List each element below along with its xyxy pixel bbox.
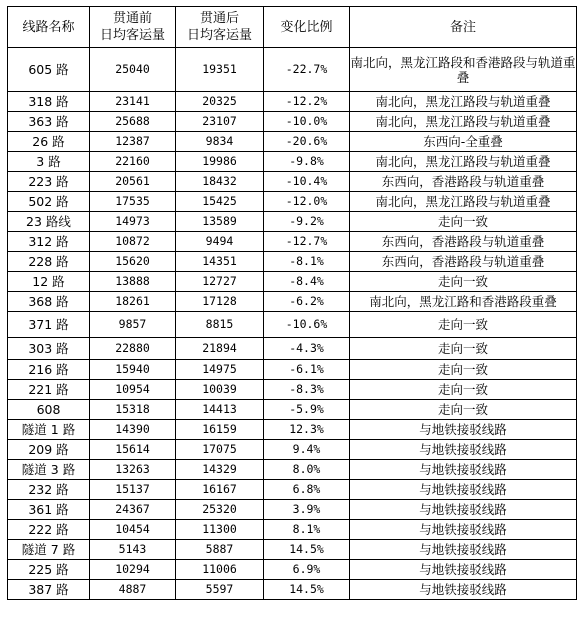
route-cell: 隧道 3 路 <box>8 460 90 480</box>
before-cell: 23141 <box>90 92 176 112</box>
note-cell: 走向一致 <box>350 312 577 338</box>
change-cell: -10.6% <box>264 312 350 338</box>
after-cell: 23107 <box>176 112 264 132</box>
route-cell: 12 路 <box>8 272 90 292</box>
note-cell: 东西向，香港路段与轨道重叠 <box>350 232 577 252</box>
header-before: 贯通前 日均客运量 <box>90 7 176 48</box>
table-row <box>8 212 577 232</box>
before-cell: 4887 <box>90 580 176 600</box>
before-cell: 15940 <box>90 360 176 380</box>
note-cell: 走向一致 <box>350 272 577 292</box>
route-cell: 318 路 <box>8 92 90 112</box>
after-cell: 9494 <box>176 232 264 252</box>
note-cell: 与地铁接驳线路 <box>350 440 577 460</box>
change-cell: -10.0% <box>264 112 350 132</box>
note-cell: 与地铁接驳线路 <box>350 480 577 500</box>
before-cell: 24367 <box>90 500 176 520</box>
table-body <box>8 48 577 600</box>
before-cell: 15318 <box>90 400 176 420</box>
table-row <box>8 112 577 132</box>
after-cell: 10039 <box>176 380 264 400</box>
note-cell: 与地铁接驳线路 <box>350 460 577 480</box>
before-cell: 10454 <box>90 520 176 540</box>
table-row <box>8 440 577 460</box>
before-cell: 10954 <box>90 380 176 400</box>
change-cell: 3.9% <box>264 500 350 520</box>
route-cell: 216 路 <box>8 360 90 380</box>
table-row <box>8 172 577 192</box>
note-cell: 走向一致 <box>350 360 577 380</box>
after-cell: 14329 <box>176 460 264 480</box>
before-cell: 15614 <box>90 440 176 460</box>
after-cell: 19986 <box>176 152 264 172</box>
after-cell: 11300 <box>176 520 264 540</box>
table-row <box>8 580 577 600</box>
header-after: 贯通后 日均客运量 <box>176 7 264 48</box>
ridership-table <box>7 6 577 600</box>
table-row <box>8 400 577 420</box>
change-cell: 14.5% <box>264 540 350 560</box>
note-cell: 与地铁接驳线路 <box>350 520 577 540</box>
table-row <box>8 338 577 360</box>
before-cell: 13888 <box>90 272 176 292</box>
note-cell: 南北向，黑龙江路段与轨道重叠 <box>350 192 577 212</box>
route-cell: 312 路 <box>8 232 90 252</box>
after-cell: 11006 <box>176 560 264 580</box>
table-row <box>8 232 577 252</box>
table-row <box>8 132 577 152</box>
change-cell: 8.0% <box>264 460 350 480</box>
before-cell: 20561 <box>90 172 176 192</box>
table-row <box>8 540 577 560</box>
change-cell: -10.4% <box>264 172 350 192</box>
change-cell: -12.0% <box>264 192 350 212</box>
note-cell: 与地铁接驳线路 <box>350 540 577 560</box>
route-cell: 608 <box>8 400 90 420</box>
change-cell: 6.8% <box>264 480 350 500</box>
table-row <box>8 520 577 540</box>
change-cell: -9.8% <box>264 152 350 172</box>
change-cell: -12.2% <box>264 92 350 112</box>
before-cell: 22880 <box>90 338 176 360</box>
note-cell: 与地铁接驳线路 <box>350 420 577 440</box>
header-note: 备注 <box>350 7 577 48</box>
change-cell: 12.3% <box>264 420 350 440</box>
after-cell: 9834 <box>176 132 264 152</box>
change-cell: 8.1% <box>264 520 350 540</box>
table-row <box>8 192 577 212</box>
change-cell: 14.5% <box>264 580 350 600</box>
note-cell: 南北向，黑龙江路段和香港路段与轨道重叠 <box>350 48 577 92</box>
note-cell: 南北向，黑龙江路段与轨道重叠 <box>350 92 577 112</box>
route-cell: 228 路 <box>8 252 90 272</box>
after-cell: 16159 <box>176 420 264 440</box>
change-cell: -6.2% <box>264 292 350 312</box>
table-row <box>8 500 577 520</box>
route-cell: 387 路 <box>8 580 90 600</box>
table-row <box>8 480 577 500</box>
note-cell: 走向一致 <box>350 400 577 420</box>
route-cell: 232 路 <box>8 480 90 500</box>
change-cell: -4.3% <box>264 338 350 360</box>
table-row <box>8 92 577 112</box>
route-cell: 隧道 1 路 <box>8 420 90 440</box>
before-cell: 10294 <box>90 560 176 580</box>
after-cell: 19351 <box>176 48 264 92</box>
route-cell: 26 路 <box>8 132 90 152</box>
table-row <box>8 152 577 172</box>
before-cell: 10872 <box>90 232 176 252</box>
route-cell: 223 路 <box>8 172 90 192</box>
before-cell: 25040 <box>90 48 176 92</box>
header-change: 变化比例 <box>264 7 350 48</box>
table-row <box>8 272 577 292</box>
table-row <box>8 560 577 580</box>
route-cell: 502 路 <box>8 192 90 212</box>
route-cell: 605 路 <box>8 48 90 92</box>
route-cell: 隧道 7 路 <box>8 540 90 560</box>
after-cell: 5597 <box>176 580 264 600</box>
note-cell: 与地铁接驳线路 <box>350 580 577 600</box>
before-cell: 5143 <box>90 540 176 560</box>
route-cell: 363 路 <box>8 112 90 132</box>
note-cell: 与地铁接驳线路 <box>350 500 577 520</box>
before-cell: 14973 <box>90 212 176 232</box>
note-cell: 走向一致 <box>350 212 577 232</box>
before-cell: 18261 <box>90 292 176 312</box>
route-cell: 222 路 <box>8 520 90 540</box>
route-cell: 225 路 <box>8 560 90 580</box>
after-cell: 14413 <box>176 400 264 420</box>
after-cell: 25320 <box>176 500 264 520</box>
change-cell: -22.7% <box>264 48 350 92</box>
route-cell: 221 路 <box>8 380 90 400</box>
after-cell: 16167 <box>176 480 264 500</box>
note-cell: 走向一致 <box>350 380 577 400</box>
table-row <box>8 252 577 272</box>
table-row <box>8 360 577 380</box>
table-row <box>8 48 577 92</box>
before-cell: 17535 <box>90 192 176 212</box>
after-cell: 5887 <box>176 540 264 560</box>
route-cell: 3 路 <box>8 152 90 172</box>
table-row <box>8 292 577 312</box>
route-cell: 303 路 <box>8 338 90 360</box>
after-cell: 21894 <box>176 338 264 360</box>
after-cell: 8815 <box>176 312 264 338</box>
route-cell: 368 路 <box>8 292 90 312</box>
note-cell: 南北向，黑龙江路和香港路段重叠 <box>350 292 577 312</box>
before-cell: 13263 <box>90 460 176 480</box>
after-cell: 15425 <box>176 192 264 212</box>
table-row <box>8 420 577 440</box>
note-cell: 南北向，黑龙江路段与轨道重叠 <box>350 152 577 172</box>
note-cell: 与地铁接驳线路 <box>350 560 577 580</box>
after-cell: 18432 <box>176 172 264 192</box>
change-cell: -8.1% <box>264 252 350 272</box>
change-cell: 9.4% <box>264 440 350 460</box>
change-cell: -8.4% <box>264 272 350 292</box>
before-cell: 25688 <box>90 112 176 132</box>
after-cell: 13589 <box>176 212 264 232</box>
header-row <box>8 7 577 48</box>
change-cell: 6.9% <box>264 560 350 580</box>
note-cell: 东西向-全重叠 <box>350 132 577 152</box>
before-cell: 12387 <box>90 132 176 152</box>
change-cell: -5.9% <box>264 400 350 420</box>
before-cell: 15620 <box>90 252 176 272</box>
after-cell: 14351 <box>176 252 264 272</box>
after-cell: 14975 <box>176 360 264 380</box>
change-cell: -9.2% <box>264 212 350 232</box>
header-route: 线路名称 <box>8 7 90 48</box>
route-cell: 371 路 <box>8 312 90 338</box>
before-cell: 15137 <box>90 480 176 500</box>
table-row <box>8 312 577 338</box>
note-cell: 走向一致 <box>350 338 577 360</box>
note-cell: 东西向，香港路段与轨道重叠 <box>350 172 577 192</box>
table-row <box>8 460 577 480</box>
change-cell: -12.7% <box>264 232 350 252</box>
change-cell: -20.6% <box>264 132 350 152</box>
table-row <box>8 380 577 400</box>
change-cell: -8.3% <box>264 380 350 400</box>
route-cell: 23 路线 <box>8 212 90 232</box>
after-cell: 17128 <box>176 292 264 312</box>
after-cell: 12727 <box>176 272 264 292</box>
note-cell: 南北向，黑龙江路段与轨道重叠 <box>350 112 577 132</box>
after-cell: 20325 <box>176 92 264 112</box>
route-cell: 361 路 <box>8 500 90 520</box>
change-cell: -6.1% <box>264 360 350 380</box>
note-cell: 东西向，香港路段与轨道重叠 <box>350 252 577 272</box>
before-cell: 9857 <box>90 312 176 338</box>
route-cell: 209 路 <box>8 440 90 460</box>
before-cell: 22160 <box>90 152 176 172</box>
before-cell: 14390 <box>90 420 176 440</box>
after-cell: 17075 <box>176 440 264 460</box>
